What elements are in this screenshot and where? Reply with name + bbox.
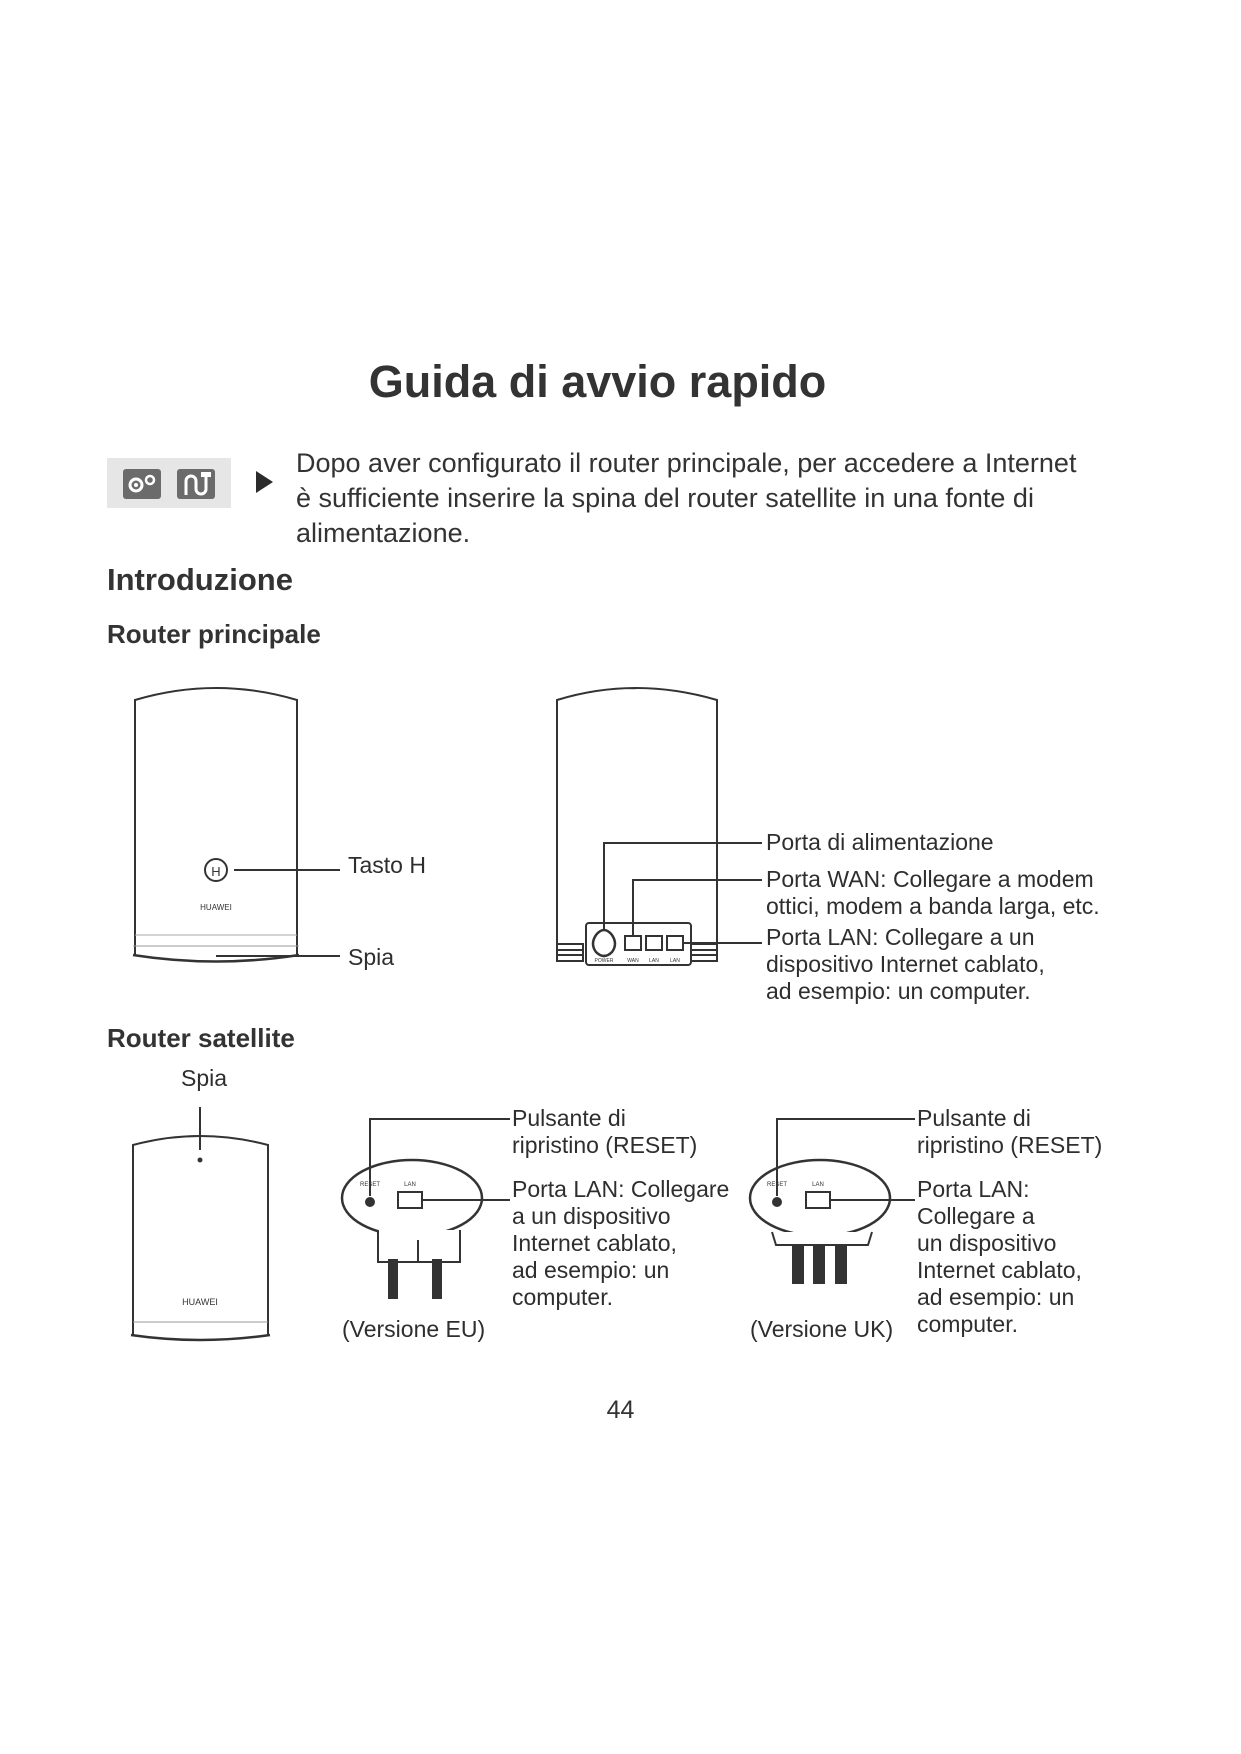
label-tasto-h: Tasto H [348,852,426,878]
wan-line: Porta WAN: Collegare a modem [766,866,1094,892]
eu-lan-line: Internet cablato, [512,1230,677,1256]
uk-lan-line: ad esempio: un [917,1284,1075,1310]
label-uk-reset [917,1105,1102,1159]
uk-lan-line: Collegare a [917,1203,1035,1229]
lan-line: ad esempio: un computer. [766,978,1031,1004]
label-spia-satellite: Spia [181,1065,228,1091]
label-eu-reset [512,1105,697,1159]
label-version-uk: (Versione UK) [750,1316,894,1342]
eu-lan-line: ad esempio: un [512,1257,670,1283]
label-uk-lan [917,1176,1082,1338]
svg-text:H: H [211,864,221,879]
uk-reset-line: ripristino (RESET) [917,1132,1103,1158]
eu-lan-label: LAN [404,1182,416,1188]
wan-line: ottici, modem a banda larga, etc. [766,893,1100,919]
label-wan-port [766,866,1100,920]
port-label-lan-2: LAN [670,958,680,964]
section-router-satellite: Router satellite [107,1023,295,1053]
intro-line: è sufficiente inserire la spina del router satellite in una fonte di [296,483,1034,513]
satellite-brand: HUAWEI [182,1297,218,1307]
eu-lan-line: computer. [512,1284,613,1310]
label-eu-lan [512,1176,729,1311]
section-router-principale: Router principale [107,619,321,649]
port-label-wan: WAN [627,958,639,964]
lan-line: dispositivo Internet cablato, [766,951,1045,977]
port-label-lan-1: LAN [649,958,659,964]
label-lan-port [766,924,1045,1005]
uk-lan-line: Internet cablato, [917,1257,1082,1283]
uk-reset-label: RESET [766,1182,788,1188]
page-number: 44 [606,1396,635,1424]
main-router-back [557,688,762,965]
eu-reset-line: ripristino (RESET) [512,1132,698,1158]
intro-line: Dopo aver configurato il router principale, per accedere a Internet [296,448,1077,478]
page-title: Guida di avvio rapido [368,356,827,407]
label-power-port: Porta di alimentazione [766,829,994,855]
uk-lan-line: computer. [917,1311,1018,1337]
uk-lan-line: un dispositivo [917,1230,1057,1256]
uk-lan-line: Porta LAN: [917,1176,1030,1202]
port-label-power: POWER [594,958,614,964]
eu-lan-line: a un dispositivo [512,1203,671,1229]
uk-lan-label: LAN [812,1182,824,1188]
eu-lan-line: Porta LAN: Collegare [512,1176,730,1202]
uk-reset-line: Pulsante di [917,1105,1031,1131]
eu-reset-label: RESET [359,1182,381,1188]
main-router-front [133,688,340,962]
section-introduzione: Introduzione [107,562,293,597]
label-spia-main: Spia [348,944,395,970]
label-version-eu: (Versione EU) [342,1316,486,1342]
main-router-brand: HUAWEI [200,903,232,912]
lan-line: Porta LAN: Collegare a un [766,924,1035,950]
eu-reset-line: Pulsante di [512,1105,626,1131]
intro-line: alimentazione. [296,518,471,548]
satellite-eu-plug [342,1119,510,1298]
satellite-uk-plug [750,1119,915,1283]
